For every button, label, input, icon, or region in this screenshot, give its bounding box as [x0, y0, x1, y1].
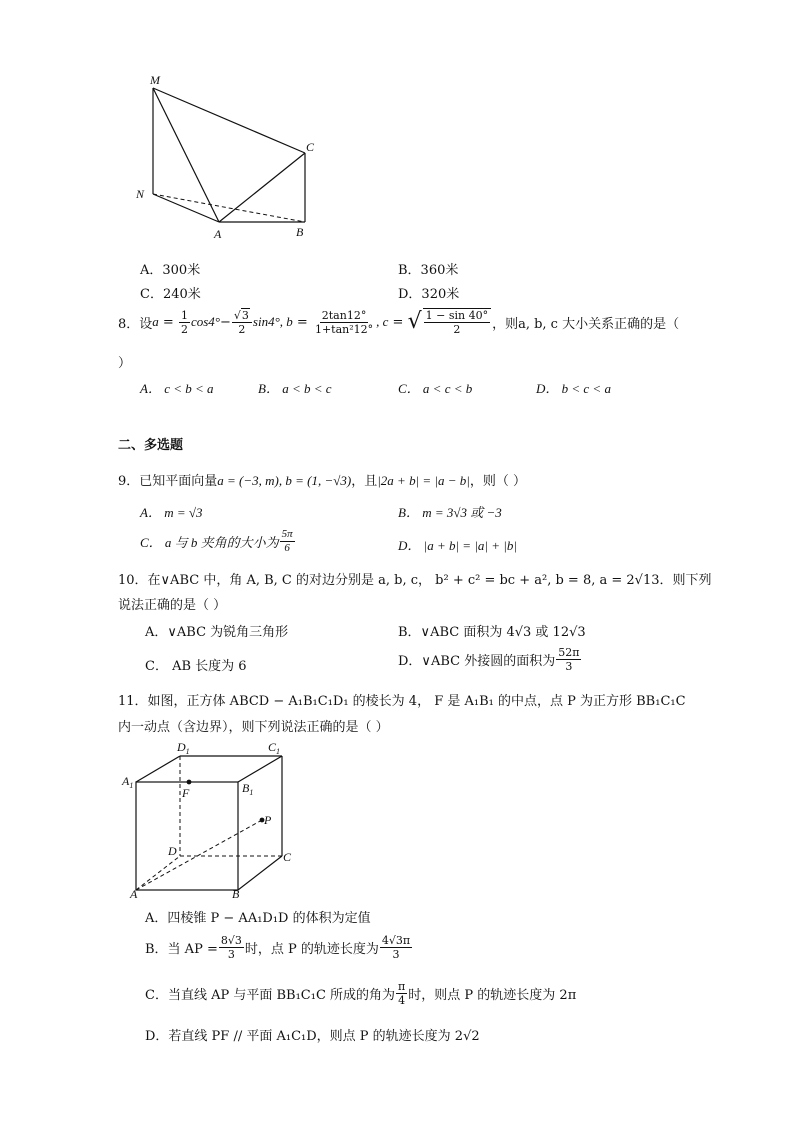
q11-option-a: A．四棱锥 P − AA₁D₁D 的体积为定值 [145, 911, 371, 926]
q10-option-d: D．∨ABC 外接圆的面积为 $\frac{52\pi}{3}$ [398, 646, 580, 673]
label-A1: $A_1$ [122, 774, 134, 790]
q11-option-b: B．当 AP = $\frac{8√3}{3}$ 时，点 P 的轨迹长度为 $\frac{4√3\pi}{3}$ [145, 934, 411, 961]
q8-sqrt3-half: $\frac{√3}{2}$ [232, 309, 252, 336]
q8-stem: 8．设 a = $\frac{1}{2}$ cos4° − $\frac{√3}{2}$ sin4°, b = $\frac{2\tan 12^\circ}{\text{1+tan²12°}}$ , c = √ $\frac{1 - \sin 40^\circ}{2}$ ，则a, b, c 大小关系正确的是（ [118, 308, 680, 336]
q11-line1: 11．如图，正方体 ABCD − A₁B₁C₁D₁ 的棱长为 4， F 是 A₁B₁ 的中点，点 P 为正方形 BB₁C₁C [118, 694, 686, 709]
q8-tan-frac: $\frac{2\tan 12^\circ}{\text{1+tan²12°}}$ [314, 308, 374, 336]
q9-prefix: 9．已知平面向量 [118, 474, 218, 489]
q8-option-b: B． a < b < c [258, 381, 332, 396]
q8-cos: cos4° [190, 314, 220, 329]
label-B1: $B_1$ [242, 781, 254, 797]
label-N: N [136, 187, 145, 201]
q8-option-d: D． b < c < a [536, 381, 611, 396]
q7-option-a: A．300米 [140, 263, 201, 278]
q9-condition: |2a + b| = |a − b| [377, 473, 470, 488]
label-M: M [150, 73, 160, 87]
label-P: P [264, 813, 272, 827]
q8-c: , c [376, 314, 389, 329]
figure-mnabc [130, 68, 330, 248]
q10-option-a: A．∨ABC 为锐角三角形 [145, 625, 289, 640]
q10-line2: 说法正确的是（ ） [118, 598, 227, 613]
label-B: B [296, 225, 304, 239]
q9-cond-prefix: ，且 [351, 474, 378, 489]
label-A: A [130, 887, 138, 900]
q10-option-b: B．∨ABC 面积为 4√3 或 12√3 [398, 625, 586, 640]
label-C: C [283, 850, 292, 864]
q8-tail: ，则a, b, c 大小关系正确的是（ [492, 316, 680, 332]
q10-option-c: C． AB 长度为 6 [145, 659, 247, 674]
q9-stem [118, 470, 526, 489]
label-C1: $C_1$ [268, 740, 281, 756]
q10-d-frac: $\frac{52\pi}{3}$ [558, 646, 580, 673]
q8-close: ） [118, 356, 132, 371]
label-B: B [232, 887, 240, 900]
q9-c-frac: $\frac{5\pi}{6}$ [281, 528, 293, 554]
figure-cube [118, 735, 308, 900]
label-A: A [214, 227, 222, 241]
q11-b-frac2: $\frac{4√3\pi}{3}$ [381, 934, 411, 961]
q8-minus: − [219, 314, 231, 330]
label-F: F [182, 786, 190, 800]
q9-option-d: D． |a + b| = |a| + |b| [398, 538, 517, 553]
label-D1: $D_1$ [177, 740, 190, 756]
q11-c-frac: $\frac{\pi}{4}$ [398, 980, 406, 1007]
q8-half: $\frac{1}{2}$ [180, 308, 188, 336]
q10-line1: 10．在∨ABC 中，角 A, B, C 的对边分别是 a, b, c， b² + c² = bc + a², b = 8, a = 2√13．则下列 [118, 573, 712, 588]
q9-option-c: C． a 与 b 夹角的大小为 $\frac{5\pi}{6}$ [140, 528, 293, 554]
q8-option-a: A． c < b < a [140, 381, 214, 396]
section-heading: 二、多选题 [118, 438, 184, 453]
q9-option-b: B． m = 3√3 或 −3 [398, 505, 502, 520]
q11-option-d: D．若直线 PF // 平面 A₁C₁D，则点 P 的轨迹长度为 2√2 [145, 1029, 480, 1044]
q11-line2: 内一动点（含边界），则下列说法正确的是（ ） [118, 720, 389, 735]
q9-tail: ，则（ ） [469, 474, 526, 489]
q7-option-b: B．360米 [398, 263, 459, 278]
q11-b-frac1: $\frac{8√3}{3}$ [220, 934, 242, 961]
q7-option-d: D．320米 [398, 287, 460, 302]
q9-option-a: A． m = √3 [140, 505, 203, 520]
q7-option-c: C．240米 [140, 287, 201, 302]
q9-vectors: a = (−3, m), b = (1, −√3) [217, 473, 352, 488]
q8-a: a [152, 314, 159, 329]
q8-option-c: C． a < c < b [398, 381, 473, 396]
label-D: D [168, 844, 177, 858]
q8-sin: sin4°, b [252, 314, 293, 329]
label-C: C [306, 140, 315, 154]
q11-option-c: C．当直线 AP 与平面 BB₁C₁C 所成的角为 $\frac{\pi}{4}$ 时，则点 P 的轨迹长度为 2π [145, 980, 577, 1007]
q8-sin40-frac: $\frac{1 - \sin 40^\circ}{2}$ [423, 308, 491, 336]
q8-number: 8．设 [118, 316, 153, 332]
